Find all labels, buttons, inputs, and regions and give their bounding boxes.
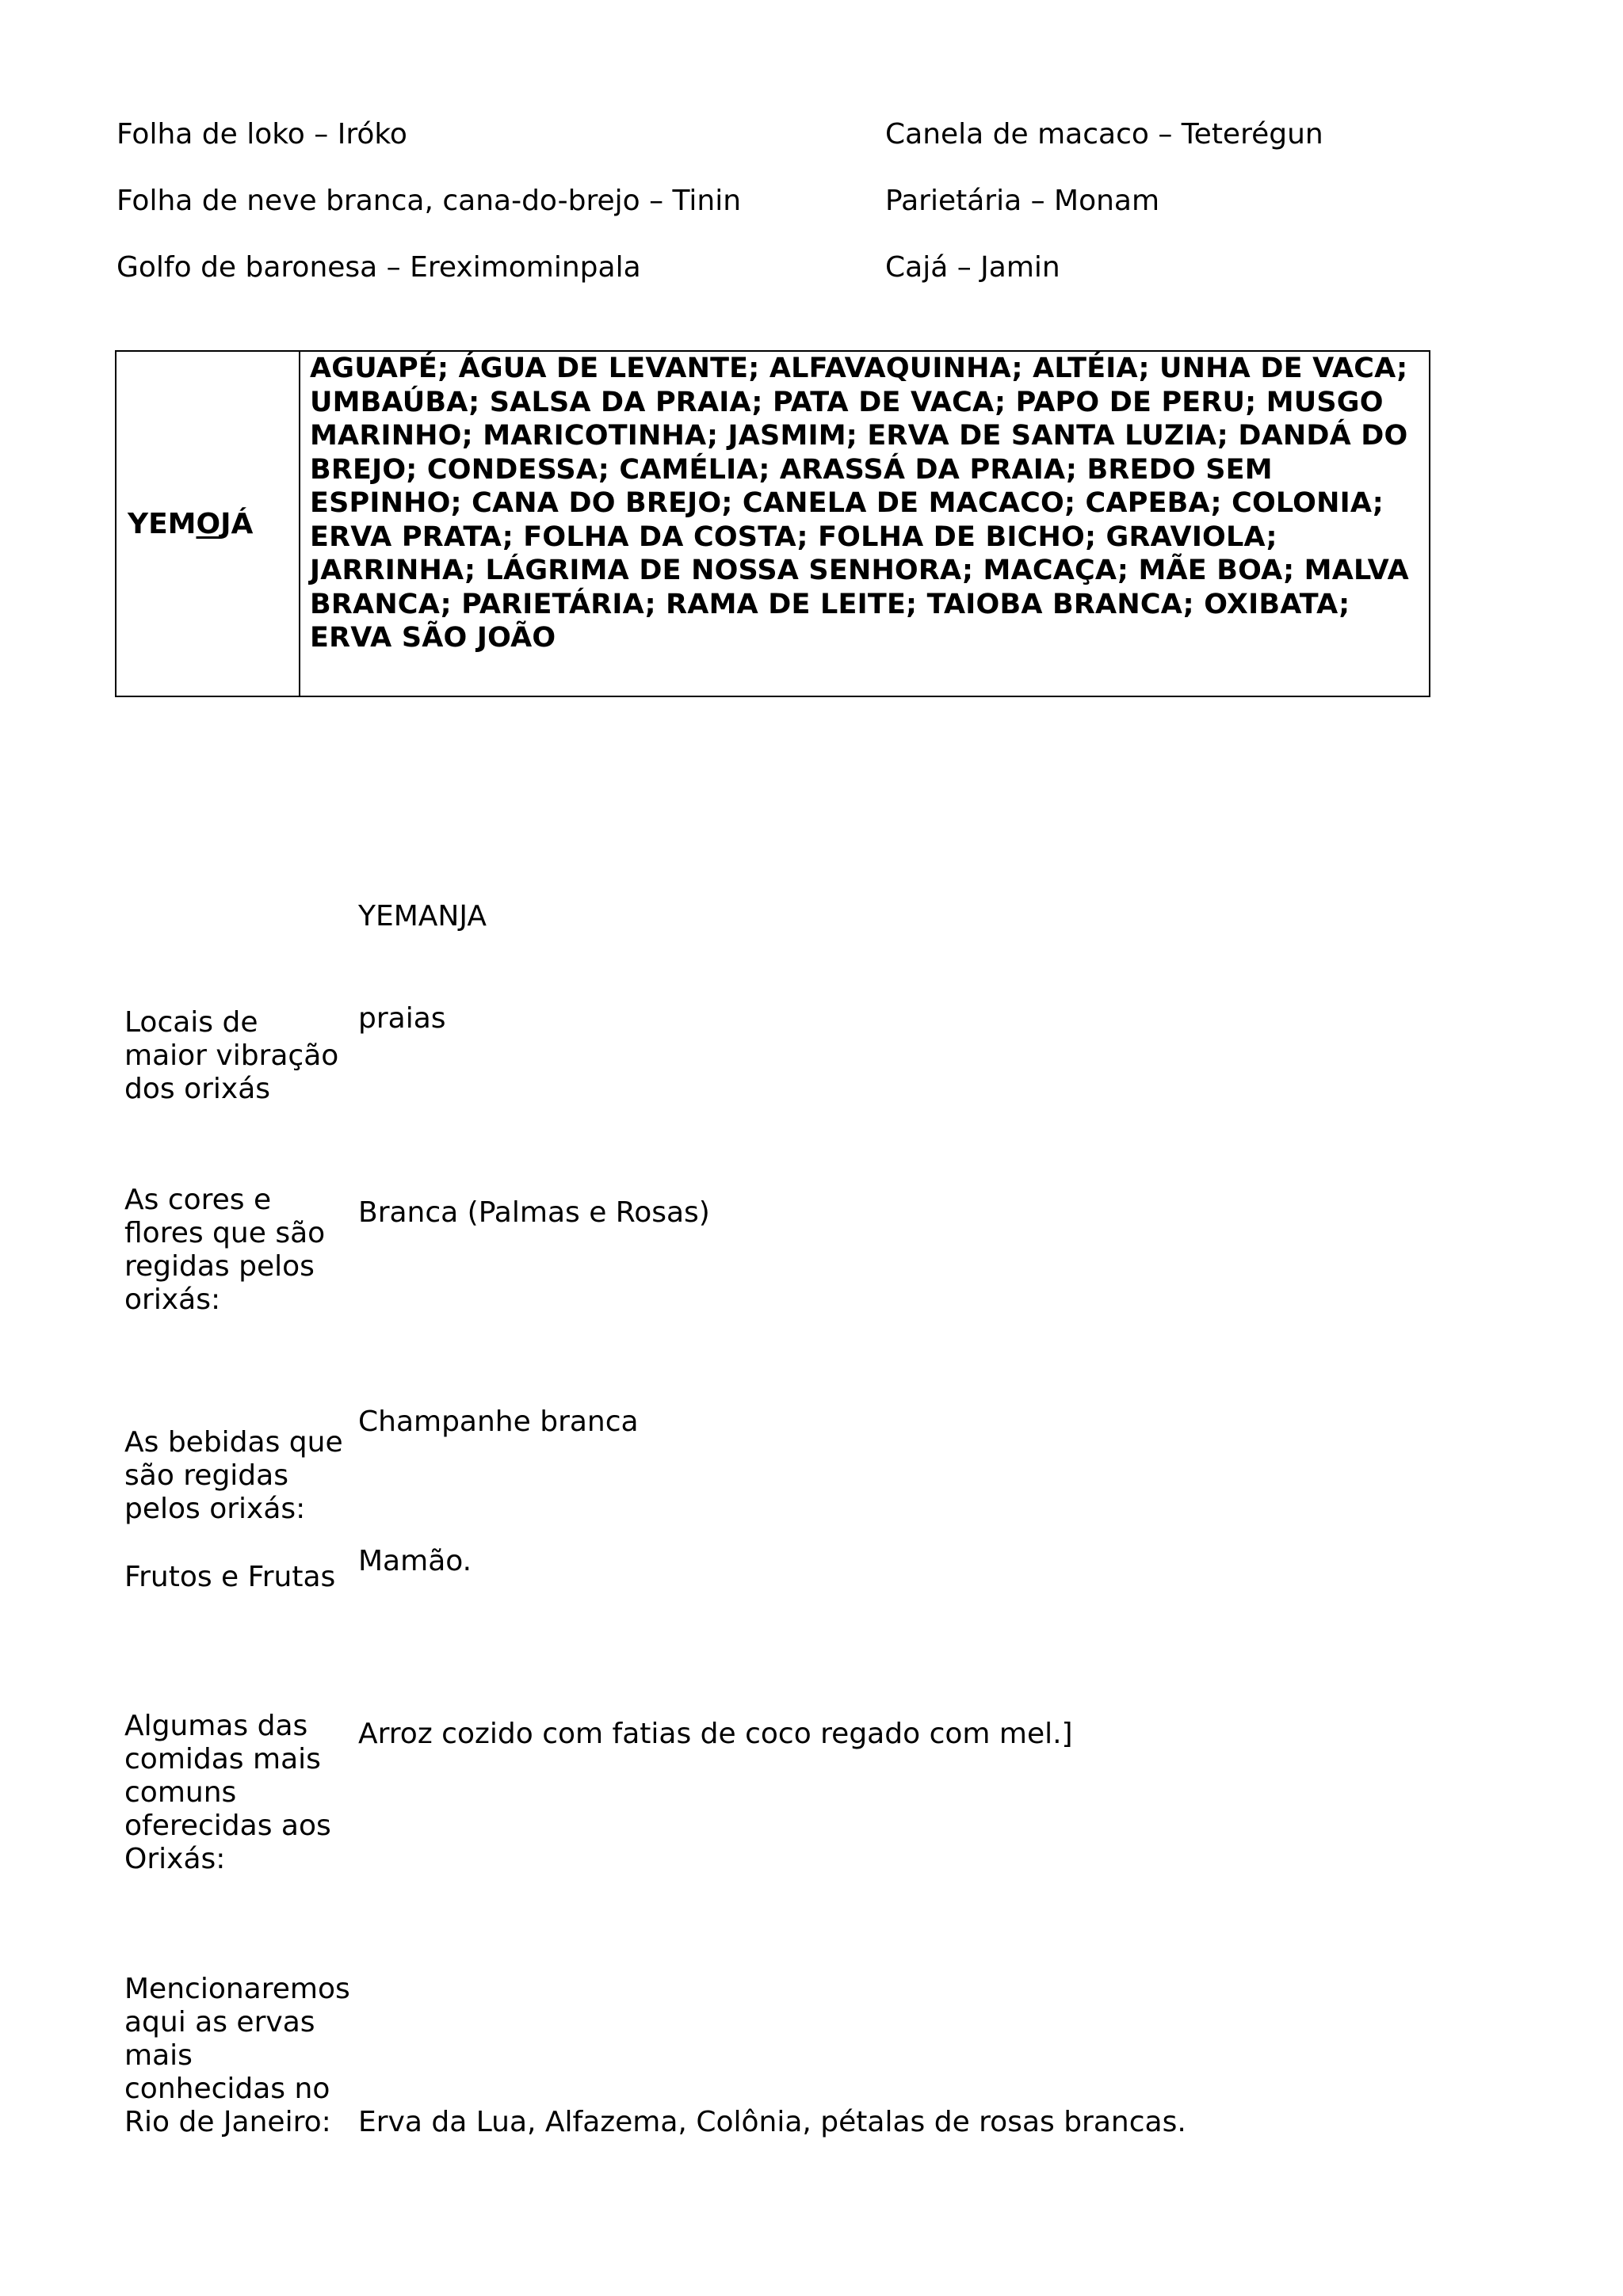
herb-list-line: AGUAPÉ; ÁGUA DE LEVANTE; ALFAVAQUINHA; ALTÉIA; UNHA DE VACA;	[310, 353, 1408, 384]
herb-table	[115, 350, 1430, 697]
property-value-colors-flowers: Branca (Palmas e Rosas)	[358, 1196, 710, 1229]
translation-right-2: Parietária – Monam	[885, 185, 1160, 217]
herb-list-line: ESPINHO; CANA DO BREJO; CANELA DE MACACO; CAPEBA; COLONIA;	[310, 487, 1384, 519]
label-line: Orixás:	[124, 1843, 226, 1875]
label-line: pelos orixás:	[124, 1493, 306, 1525]
label-line: flores que são	[124, 1217, 326, 1249]
translation-right-3: Cajá – Jamin	[885, 251, 1060, 284]
herb-table-orixa-label	[128, 508, 253, 540]
herb-list-line: ERVA PRATA; FOLHA DA COSTA; FOLHA DE BICHO; GRAVIOLA;	[310, 521, 1277, 553]
label-line: As cores e	[124, 1184, 272, 1216]
label-line: são regidas	[124, 1459, 288, 1492]
label-line: maior vibração	[124, 1039, 339, 1072]
orixa-properties-title: YEMANJA	[358, 900, 487, 933]
herb-table-list-cell	[300, 352, 1429, 696]
translation-left-3: Golfo de baronesa – Ereximominpala	[116, 251, 641, 284]
orixa-label-part: JÁ	[220, 507, 254, 540]
orixa-label-part: YEM	[128, 507, 197, 540]
label-line: comuns	[124, 1776, 237, 1809]
property-value-locations: praias	[358, 1002, 446, 1035]
translation-right-1: Canela de macaco – Teterégun	[885, 118, 1323, 151]
herb-list-line: BRANCA; PARIETÁRIA; RAMA DE LEITE; TAIOBA BRANCA; OXIBATA;	[310, 588, 1350, 620]
orixa-label-underlined: O	[196, 507, 221, 540]
label-line: oferecidas aos	[124, 1810, 331, 1842]
property-label-drinks	[124, 1426, 343, 1526]
label-line: mais	[124, 2039, 193, 2072]
property-label-colors-flowers	[124, 1184, 325, 1317]
label-line: dos orixás	[124, 1073, 271, 1105]
property-value-drinks: Champanhe branca	[358, 1405, 639, 1438]
herb-list-line: JARRINHA; LÁGRIMA DE NOSSA SENHORA; MACAÇA; MÃE BOA; MALVA	[310, 555, 1409, 586]
label-line: Algumas das	[124, 1710, 308, 1742]
label-line: As bebidas que	[124, 1426, 343, 1459]
herb-list-line: ERVA SÃO JOÃO	[310, 622, 556, 654]
property-value-herbs: Erva da Lua, Alfazema, Colônia, pétalas de rosas brancas.	[358, 2106, 1186, 2138]
label-line: Mencionaremos	[124, 1973, 350, 2005]
translation-left-2: Folha de neve branca, cana-do-brejo – Tinin	[116, 185, 742, 217]
herb-list-line: MARINHO; MARICOTINHA; JASMIM; ERVA DE SANTA LUZIA; DANDÁ DO	[310, 420, 1408, 452]
label-line: regidas pelos	[124, 1250, 315, 1283]
label-line: orixás:	[124, 1283, 221, 1316]
label-line: Locais de	[124, 1006, 258, 1039]
label-line: aqui as ervas	[124, 2006, 315, 2039]
translation-left-1: Folha de loko – Iróko	[116, 118, 407, 151]
herb-list-line: BREJO; CONDESSA; CAMÉLIA; ARASSÁ DA PRAIA; BREDO SEM	[310, 453, 1273, 486]
property-label-fruits	[124, 1561, 335, 1594]
label-line: comidas mais	[124, 1743, 321, 1775]
herb-list-line: UMBAÚBA; SALSA DA PRAIA; PATA DE VACA; PAPO DE PERU; MUSGO	[310, 386, 1384, 418]
herb-table-orixa-cell	[116, 352, 300, 696]
property-label-foods	[124, 1710, 331, 1876]
label-line: Rio de Janeiro:	[124, 2106, 331, 2138]
label-line: conhecidas no	[124, 2073, 330, 2105]
property-value-fruits: Mamão.	[358, 1545, 472, 1577]
property-label-locations	[124, 1006, 338, 1106]
label-line: Frutos e Frutas	[124, 1561, 336, 1593]
property-label-herbs	[124, 1973, 350, 2139]
property-value-foods: Arroz cozido com fatias de coco regado com mel.]	[358, 1718, 1073, 1750]
